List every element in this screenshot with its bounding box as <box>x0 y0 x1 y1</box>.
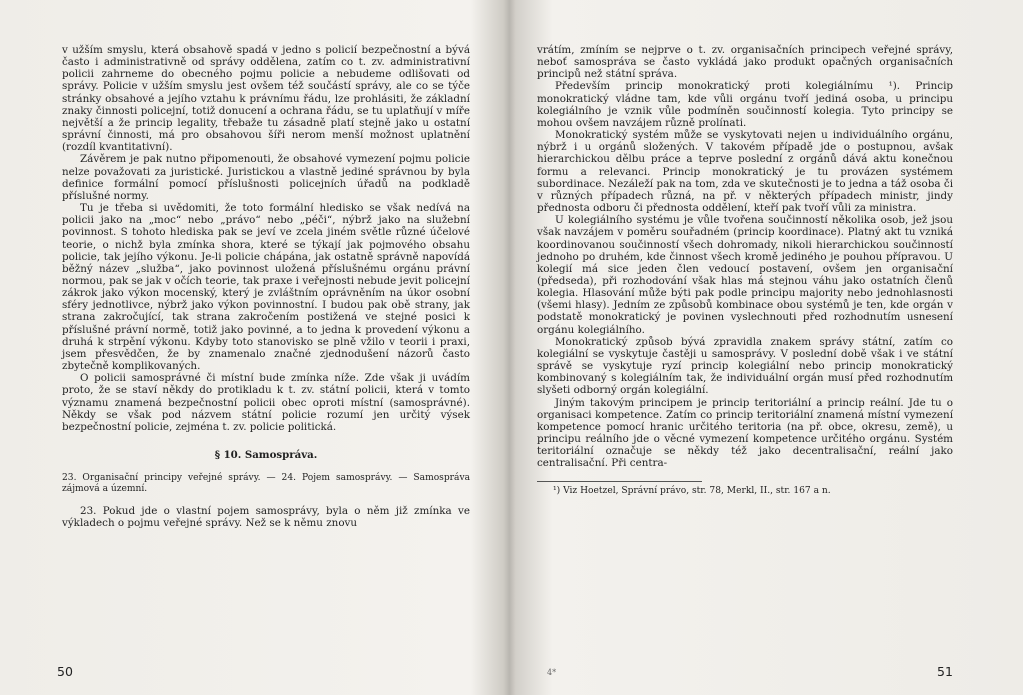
left-page <box>62 44 470 684</box>
right-paragraph-1: vrátím, zmíním se nejprve o t. zv. organisačních principech veřejné správy, neboť samospráva se často vykládá jako produkt opačných organisačních principů než státní správa. <box>537 44 953 81</box>
footnote-rule <box>537 481 702 482</box>
right-paragraph-4: U kolegiálního systému je vůle tvořena součinností několika osob, jež jsou však navzájem v poměru souřadném (princip koordinace). Platný akt tu vzniká koordinovanou součinností všech dohromady, nikoli hierarchickou součinností jednoho po druhém, kde činnost všech kromě jediného je pouhou přípravou. U kolegií má sice jeden člen vedoucí postavení, ovšem jen organisační (předseda), při rozhodování však hlas má stejnou váhu jako ostatních členů kolegia. Hlasování může býti pak podle principu majority nebo jednohlasnosti (všemi hlasy). Jedním ze způsobů kombinace obou systémů je ten, kde orgán v podstatě monokratický je povinen vyslechnouti před rozhodnutím usnesení orgánu kolegiálního. <box>537 214 953 336</box>
right-paragraph-2: Především princip monokratický proti kolegiálnímu ¹). Princip monokratický vládne tam, kde vůli orgánu tvoří jediná osoba, u principu kolegiálního je vznik vůle podmíněn součinností kolegia. Tyto principy se mohou ovšem navzájem různě prolínati. <box>537 80 953 129</box>
footnote: ¹) Viz Hoetzel, Správní právo, str. 78, Merkl, II., str. 167 a n. <box>553 486 831 497</box>
right-paragraph-3: Monokratický systém může se vyskytovati nejen u individuálního orgánu, nýbrž i u orgánů složených. V takovém případě jde o postupnou, avšak hierarchickou dělbu práce a teprve poslední z orgánů dává aktu konečnou formu a relevanci. Princip monokratický je tu provázen systémem subordinace. Nezáleží pak na tom, zda ve skutečnosti je to jedna a táž osoba či v různých případech různá, na př. v některých případech ministr, jindy přednosta odboru či přednosta oddělení, kteří pak tvoří vůli za ministra. <box>537 129 953 215</box>
left-paragraph-3: Tu je třeba si uvědomiti, že toto formální hledisko se však nedívá na policii jako na „moc“ nebo „právo“ nebo „péči“, nýbrž jako na služební povinnost. S tohoto hlediska pak se jeví ve zcela jiném světle různé účelové teorie, o nichž byla zmínka shora, které se týkají jak pojmového obsahu policie, tak jejího výkonu. Je-li policie chápána, jak ostatně správně napovídá běžný název „služba“, jako povinnost uložená příslušnému orgánu právní normou, pak se jak v očích teorie, tak praxe i veřejnosti nebude jevit policejní zákrok jako výkon mocenský, který je zvláštním oprávněním na úkor osobní sféry jednotlivce, nýbrž jako výkon povinnostní. I budou pak obě strany, jak strana zakročující, tak strana zakročením postižená ve stejné posici k příslušné právní normě, totiž jako povinné, a to jedna k provedení výkonu a druhá k strpění výkonu. Kdyby toto stanovisko se plně vžilo v teorii i praxi, jsem přesvědčen, že by znamenalo značné zjednodušení názorů často zbytečně komplikovaných. <box>62 202 470 373</box>
page-number-right: 51 <box>937 664 953 679</box>
left-paragraph-2: Závěrem je pak nutno připomenouti, že obsahové vymezení pojmu policie nelze považovati za juristické. Juristickou a vlastně jediné správnou by byla definice formální pomocí příslušnosti policejních úřadů na podkladě příslušné normy. <box>62 153 470 202</box>
left-paragraph-1: v užším smyslu, která obsahově spadá v jedno s policií bezpečnostní a bývá často i administrativně od správy oddělena, zatím co t. zv. administrativní policii zahrneme do obecného pojmu policie a nebudeme odlišovati od správy. Policie v užším smyslu jest ovšem též součástí správy, ale co se týče stránky obsahové a jejího vztahu k právnímu řádu, lze prohlásiti, že základní znaky činnosti policejní, totiž donucení a ochrana řádu, se tu uplatňují v míře největší a že princip legality, třebaže tu zásadně platí stejně jako u ostatní správní činnosti, má pro obsahovou šíři nerom menší možnost uplatnění (rozdíl kvantitativní). <box>62 44 470 154</box>
right-page <box>537 44 953 684</box>
section-heading: § 10. Samospráva. <box>214 449 318 461</box>
signature-mark: 4* <box>547 668 557 677</box>
right-paragraph-6: Jiným takovým principem je princip teritoriální a princip reální. Jde tu o organisaci kompetence. Zatím co princip teritoriální znamená místní vymezení kompetence pomocí hranic určitého teritoria (na př. obce, okresu, země), u principu reálního jde o věcné vymezení kompetence určitého orgánu. Systém teritoriální označuje se někdy též jako decentralisační, reální jako centralisační. Při centra- <box>537 396 953 470</box>
left-paragraph-23: 23. Pokud jde o vlastní pojem samosprávy, byla o něm již zmínka ve výkladech o pojmu veřejné správy. Než se k němu znovu <box>62 505 470 530</box>
section-references: 23. Organisační principy veřejné správy. — 24. Pojem samosprávy. — Samospráva zájmová a územní. <box>62 473 470 495</box>
page-number-left: 50 <box>57 664 73 679</box>
right-paragraph-5: Monokratický způsob bývá zpravidla znakem správy státní, zatím co kolegiální se vyskytuje častěji u samosprávy. V poslední době však i ve státní správě se vyskytuje ryzí princip kolegiální nebo princip monokratický kombinovaný s kolegiálním tak, že individuální orgán musí před rozhodnutím slyšeti odborný orgán kolegiální. <box>537 335 953 397</box>
left-paragraph-4: O policii samosprávné či místní bude zmínka níže. Zde však ji uvádím proto, že se staví někdy do protikladu k t. zv. státní policii, která v tomto významu znamená bezpečnostní policii obec oproti místní (samosprávné). Někdy se však pod názvem státní policie rozumí jen určitý výsek bezpečnostní policie, zejména t. zv. policie politická. <box>62 372 470 433</box>
